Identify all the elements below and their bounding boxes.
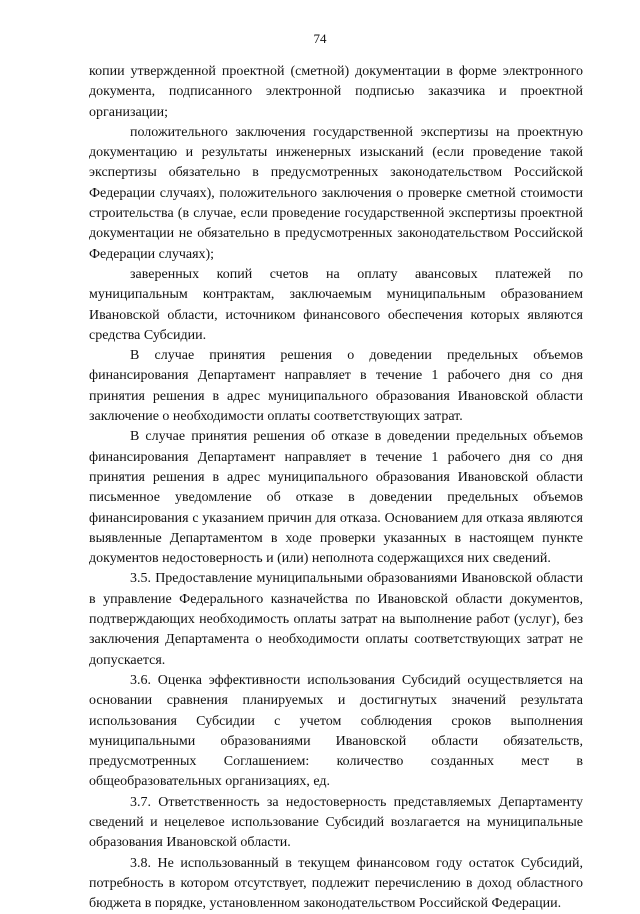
- paragraph-design-documentation: копии утвержденной проектной (сметной) документации в форме электронного документа, подписанного электронной подписью заказчика и проектной организации;: [89, 64, 583, 120]
- paragraph-clause-3-8: 3.8. Не использованный в текущем финансовом году остаток Субсидий, потребность в котором отсутствует, подлежит перечислению в доход областного бюджета в порядке, установленном законодательством Российской Федерации.: [89, 855, 583, 912]
- paragraph-clause-3-6: 3.6. Оценка эффективности использования Субсидий осуществляется на основании сравнения планируемых и достигнутых значений результата использования Субсидии с учетом соблюдения сроков выполнения муниципальными образованиями Ивановской области обязательств, предусмотренных Соглашением: количество созданных мест в общеобразовательных организациях, ед.: [89, 672, 583, 790]
- paragraph-refusal-decision: В случае принятия решения об отказе в доведении предельных объемов финансирования Департамент направляет в течение 1 рабочего дня со дня принятия решения в адрес муниципального образования Ивановской области письменное уведомление об отказе в доведении предельных объемов финансирования с указанием причин для отказа. Основанием для отказа являются выявленные Департаментом в ходе проверки указанных в настоящем пункте документов недостоверность и (или) неполнота содержащихся них сведений.: [89, 429, 583, 567]
- paragraph-clause-3-7: 3.7. Ответственность за недостоверность представляемых Департаменту сведений и нецелевое использование Субсидий возлагается на муниципальные образования Ивановской области.: [89, 794, 583, 851]
- paragraph-expertise-conclusion: положительного заключения государственной экспертизы на проектную документацию и результаты инженерных изысканий (если проведение такой экспертизы обязательно в предусмотренных законодательством Российской Федерации случаях), положительного заключения о проверке сметной стоимости строительства (в случае, если проведение государственной экспертизы проектной документации не обязательно в предусмотренных законодательством Российской Федерации случаях);: [89, 124, 583, 262]
- paragraph-clause-3-5: 3.5. Предоставление муниципальными образованиями Ивановской области в управление Федерального казначейства по Ивановской области документов, подтверждающих необходимость оплаты затрат на выполнение работ (услуг), без заключения Департамента о необходимости оплаты соответствующих затрат не допускается.: [89, 571, 583, 668]
- document-body: [89, 62, 583, 914]
- paragraph-approval-decision: В случае принятия решения о доведении предельных объемов финансирования Департамент направляет в течение 1 рабочего дня со дня принятия решения в адрес муниципального образования Ивановской области заключение о необходимости оплаты соответствующих затрат.: [89, 348, 583, 425]
- paragraph-invoice-copies: заверенных копий счетов на оплату авансовых платежей по муниципальным контрактам, заключаемым муниципальным образованием Ивановской области, источником финансового обеспечения которых являются средства Субсидии.: [89, 266, 583, 343]
- page-number: 74: [313, 31, 327, 46]
